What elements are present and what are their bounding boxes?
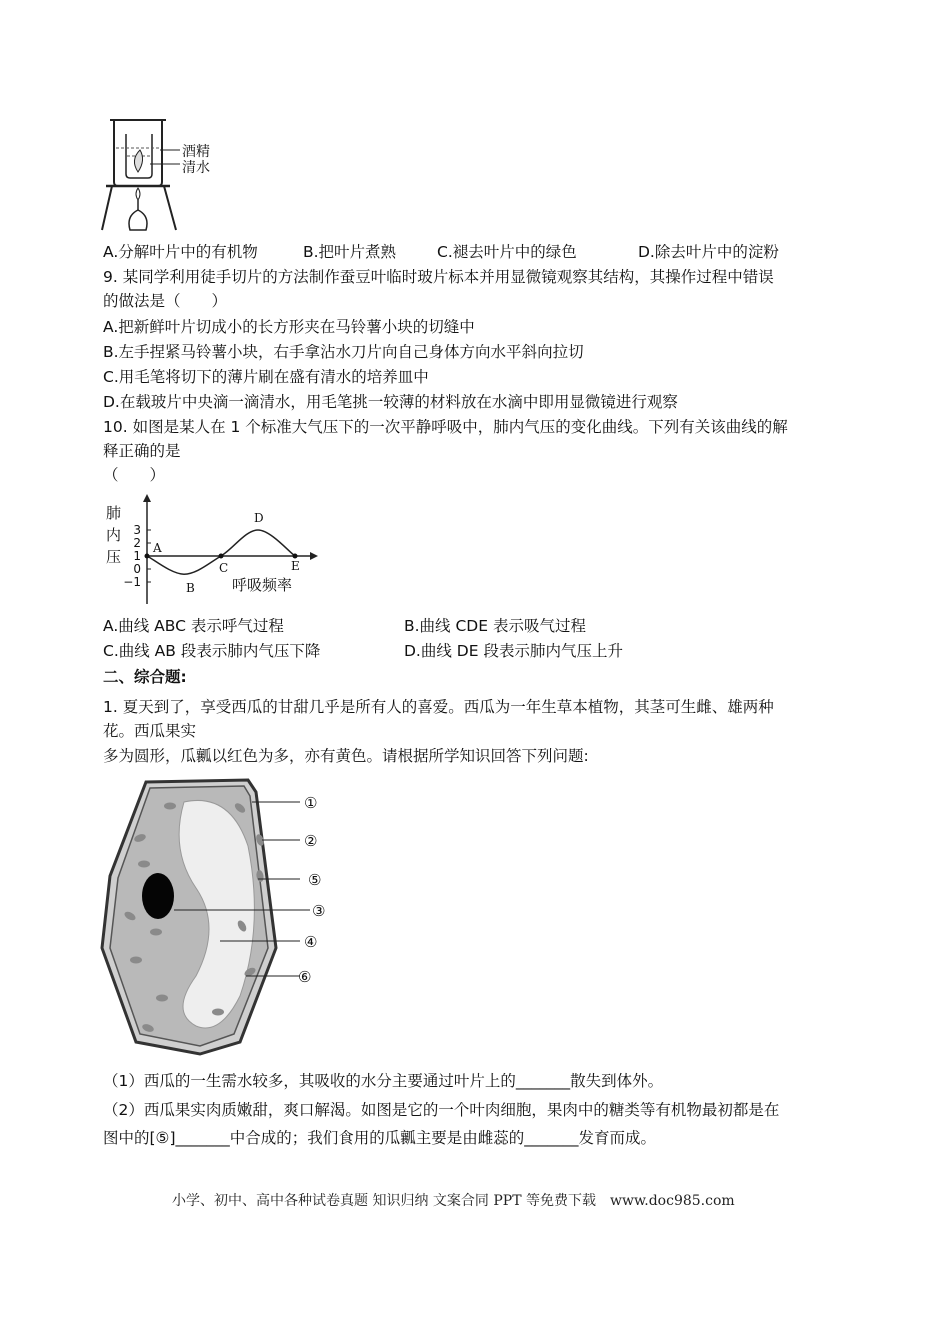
- section2-title: 二、综合题:: [103, 668, 187, 686]
- cell-label-4: ④: [304, 933, 318, 951]
- y-tick-label: −1: [123, 575, 141, 589]
- nucleus: [142, 873, 174, 919]
- q10-stem-line3: （ ）: [103, 466, 166, 484]
- alcohol-bath-figure: [100, 112, 230, 234]
- q10-option-c: C.曲线 AB 段表示肺内气压下降: [103, 642, 321, 660]
- q8-option-a: A.分解叶片中的有机物: [103, 243, 258, 261]
- q9-stem-line1: 9. 某同学利用徒手切片的方法制作蚕豆叶临时玻片标本并用显微镜观察其结构，其操作过程中错误: [103, 268, 774, 286]
- y-axis-arrow: [143, 494, 151, 502]
- cell-label-3: ③: [312, 902, 326, 920]
- q8-option-d: D.除去叶片中的淀粉: [638, 243, 779, 261]
- point-b-label: B: [186, 581, 195, 596]
- q1-sub2-line2: 图中的[⑤]_______中合成的；我们食用的瓜瓤主要是由雌蕊的_______发育而成。: [103, 1129, 656, 1147]
- y-tick-label: 2: [133, 536, 141, 550]
- q1-sub1: （1）西瓜的一生需水较多，其吸收的水分主要通过叶片上的_______散失到体外。: [103, 1072, 664, 1090]
- q9-option-c: C.用毛笔将切下的薄片刷在盛有清水的培养皿中: [103, 368, 429, 386]
- q1-sub2-line1: （2）西瓜果实肉质嫩甜，爽口解渴。如图是它的一个叶肉细胞，果肉中的糖类等有机物最初都是在: [103, 1101, 780, 1119]
- point-c-marker: [219, 554, 224, 559]
- plant-cell-figure: [100, 776, 340, 1058]
- y-tick-label: 0: [133, 562, 141, 576]
- lung-pressure-chart: [100, 492, 330, 610]
- point-a-marker: [145, 554, 150, 559]
- label-water: 清水: [182, 160, 210, 176]
- q8-option-b: B.把叶片煮熟: [303, 243, 397, 261]
- point-c-label: C: [219, 561, 229, 575]
- y-tick-label: 3: [133, 523, 141, 537]
- q1-line1: 1. 夏天到了，享受西瓜的甘甜几乎是所有人的喜爱。西瓜为一年生草本植物，其茎可生雌、雄两种: [103, 698, 774, 716]
- q10-option-b: B.曲线 CDE 表示吸气过程: [404, 617, 586, 635]
- cell-label-2: ②: [304, 832, 318, 850]
- q9-option-a: A.把新鲜叶片切成小的长方形夹在马铃薯小块的切缝中: [103, 318, 475, 336]
- y-tick-label: 1: [133, 549, 141, 563]
- chart-ylabel: 肺内压: [106, 504, 122, 566]
- q1-line2: 花。西瓜果实: [103, 722, 197, 740]
- q10-stem-line2: 释正确的是: [103, 442, 181, 460]
- cell-label-6: ⑥: [298, 968, 312, 986]
- q9-option-d: D.在载玻片中央滴一滴清水，用毛笔挑一较薄的材料放在水滴中即用显微镜进行观察: [103, 393, 678, 411]
- label-alcohol: 酒精: [182, 144, 210, 160]
- point-e-label: E: [291, 559, 300, 573]
- chart-xlabel: 呼吸频率: [232, 576, 293, 594]
- point-e-marker: [293, 554, 298, 559]
- point-d-label: D: [254, 511, 264, 525]
- q1-line3: 多为圆形，瓜瓤以红色为多，亦有黄色。请根据所学知识回答下列问题:: [103, 747, 589, 765]
- q9-stem-line2: 的做法是（ ）: [103, 292, 228, 310]
- q10-option-a: A.曲线 ABC 表示呼气过程: [103, 617, 284, 635]
- q10-option-d: D.曲线 DE 段表示肺内气压上升: [404, 642, 623, 660]
- cell-label-5: ⑤: [308, 871, 322, 889]
- page-footer: 小学、初中、高中各种试卷真题 知识归纳 文案合同 PPT 等免费下载 www.doc985.com: [172, 1193, 735, 1209]
- q10-stem-line1: 10. 如图是某人在 1 个标准大气压下的一次平静呼吸中，肺内气压的变化曲线。下列有关该曲线的解: [103, 418, 788, 436]
- x-axis-arrow: [310, 552, 318, 560]
- q8-option-c: C.褪去叶片中的绿色: [437, 243, 577, 261]
- point-a-label: A: [153, 541, 162, 555]
- q9-option-b: B.左手捏紧马铃薯小块，右手拿沾水刀片向自己身体方向水平斜向拉切: [103, 343, 584, 361]
- cell-label-1: ①: [304, 794, 318, 812]
